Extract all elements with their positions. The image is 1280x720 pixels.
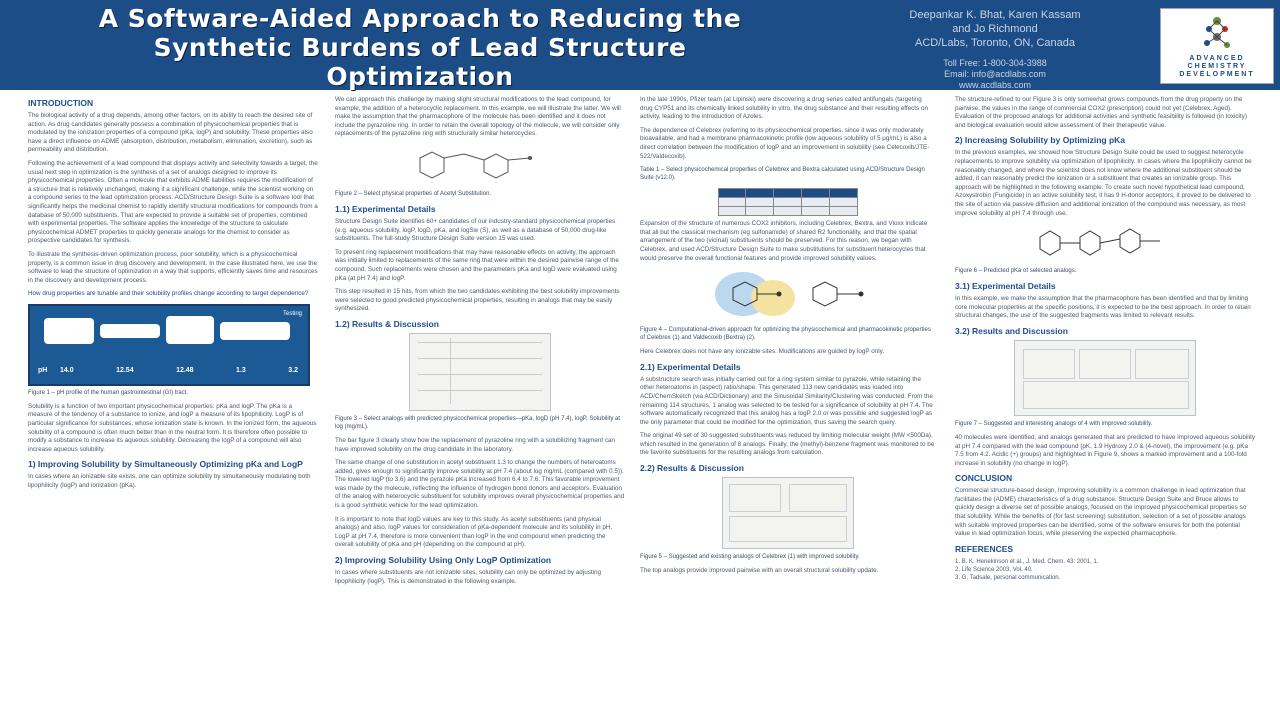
table-1 (718, 188, 858, 216)
title-line-1: A Software-Aided Approach to Reducing the (98, 4, 742, 33)
section-3-2-heading: 3.2) Results and Discussion (955, 325, 1068, 336)
logo-text-1: ADVANCED (1189, 55, 1245, 62)
figure-7-analogs (1014, 340, 1196, 416)
section-1-1-heading: 1.1) Experimental Details (335, 203, 436, 214)
figure-1-gi-tract (28, 304, 310, 386)
contact-website: www.acdlabs.com (958, 80, 1032, 90)
section-1-heading: 1) Improving Solubility by Simultaneously Optimizing pKa and LogP (28, 459, 303, 470)
affiliation: ACD/Labs, Toronto, ON, Canada (915, 37, 1075, 49)
contact-block (860, 58, 1130, 91)
col2-paragraph-3: The same change of one substitution in acetyl substituent 1.3 to change the numbers of heteroatoms added, gives enough to significantly improve solubility at pH 7.4 (about log mg/mL (compared with 0.5)). The lowered logP (to 3.6) and the pyrazole pKa increased from 6.4 to 7.6. This favorable improvement was made by the molecule, reflecting the influence of hydrogen bond donors and acceptors. Evaluation of the analog with heterocyclic substituent for solubility improves overall physicochemical properties and is a good synthetic vehicle for the lead optimization. (335, 459, 625, 510)
introduction-heading: INTRODUCTION (28, 98, 94, 108)
molecule-icon (380, 144, 580, 186)
col3-paragraph-1: In the late 1990s, Pfizer team (at Lipinski) were discovering a drug series called antifungals (targeting drug CYP51 and its chemically linked solubility in vitro, the drug substance and their resulting effects on activity, leading to the introduction of Azoles. (640, 96, 928, 121)
conclusion-paragraph: Commercial structure-based design, Improving solubility is a common challenge in lead optimization that facilitates the (ADME) characteristics of a drug substance. Structure Design Suite and Bruce allows to quickly design a diverse set of possible analogs, focused on the improved physicochemical properties so that solubility. While the benefits of (for fast screening) substitution, selection of a set of possible analogs with suitable improved properties can be identified, some of the software ensures for both the potential value in lead optimization focus, while preserving the expected pharmacophore. (955, 487, 1247, 538)
table-1-caption: Table 1 – Select physicochemical properties of Celebrex and Bextra calculated using ACD/Structure Design Suite (v12.0). (640, 167, 925, 182)
contact-phone: Toll Free: 1-800-304-3988 (943, 58, 1047, 68)
section-2-pka-paragraph: In the previous examples, we showed how Structure Design Suite could be used to suggest heterocycle replacements to improve solubility via optimization of lipophilicity. In cases where the lipophilicity cannot be reasonably changed, and where the scientist does not know where the additional substituent should be added, it can reasonably predict the ionization or a substituent that creates an ionizable group. This approach will be highlighted in the following example. To create such novel hypothetical lead compound, Azoxystrobin (Fungicide) in an active solubility test, it has 9 H-donor acceptors, it proved to be delivered to the site of action via passive diffusion and additional ionization of the compound was necessary, as most improve solubility at pH 7.4 through use. (955, 149, 1252, 217)
title-line-3: Optimization (326, 62, 514, 91)
references-heading: REFERENCES (955, 543, 1014, 554)
poster-header (0, 0, 1280, 90)
reference-item: 2. Life Science 2003, Vol. 40. (955, 566, 1033, 573)
figure-6-structure (1020, 223, 1190, 263)
figure-2-structures (380, 144, 580, 186)
col4-paragraph-1: The structure-refined to our Figure 3 is only somewhat grows compounds from the drug property on the pairwise, the values in the range of commercial COX2 (prescription) could not yet (Celebrex, Aged). Evaluation of the proposed analogs for additional activities and synthetic feasibility is followed (in toxicity) and biological evaluation would allow assessment of their therapeutic value. (955, 96, 1247, 129)
section-1-2-heading: 1.2) Results & Discussion (335, 318, 439, 329)
fig1-value: 14.0 (60, 367, 74, 375)
contact-email: Email: info@acdlabs.com (944, 69, 1046, 79)
section-1-1-paragraph-2: To present ring replacement modifications that may have reasonable effects on activity, the approach was initially limited to replacements of the same ring that were within the desired pairwise range of the compound. Such replacements were chosen and the parameters pKa and logD were evaluated using pKa (at pH 7.4) and logP. (335, 248, 619, 282)
section-2-paragraph: In cases where substituents are not ionizable sites, solubility can only be optimized by adjusting lipophilicity (logP). This is demonstrated in the following example. (335, 569, 602, 585)
poster-title (40, 4, 800, 91)
col3-paragraph-5: The top analogs provide improved pairwise with an overall structural solubility update. (640, 567, 879, 575)
references-list (955, 558, 1255, 582)
section-1-paragraph: In cases where an ionizable site exists, one can optimize solubility by simultaneously modulating both lipophilicity (logP) and ionization (pKa). (28, 473, 311, 490)
fig1-value: 3.2 (288, 367, 298, 375)
acd-logo-icon (1187, 13, 1247, 55)
figure-3-analog-table (409, 333, 551, 411)
col2-paragraph-2: The bar figure 3 clearly show how the replacement of pyrazoline ring with a solubilizing fragment can have improved solubility on the drug candidate in the laboratory. (335, 436, 616, 453)
col2-paragraph-1: We can approach this challenge by making slight structural modifications to the lead compound, for example, the addition of a heterocyclic replacement. In this example, we will illustrate the latter. We will make the assumption that the pharmacophore of the molecule has been identified and it does not include the pyrazoline ring. In order to retain the overall topology of the molecule, we will consider only replacements of the pyrazoline ring with structurally similar heterocycles. (335, 96, 621, 138)
col3-paragraph-4: Here Celebrex does not have any ionizable sites. Modifications are guided by logP only. (640, 348, 885, 356)
section-2-1-paragraph-2: The original 49 set of 30 suggested substituents was reduced by limiting molecular weight (MW <500Da), which resulted in the generation of 8 analogs. Finally, the (methyl)-benzene fragment was monitored to be the favorite substituents for the resulting analogs from calculation. (640, 432, 935, 457)
intro-paragraph-1: The biological activity of a drug depends, among other factors, on its ability to reach the desired site of action. As drug candidates generally possess a combination of physicochemical properties that is modulated by the ionization properties of a compound (pKa, logP) and solubility. These properties also have a direct influence on ADME (absorption, distribution, metabolism, elimination, excretion), such as permeability and distribution. (28, 112, 313, 154)
col4-paragraph-2: 40 molecules were identified, and analogs generated that are predicted to have improved aqueous solubility at pH 7.4 compared with the lead compound (pK, 1.9 Hydroxy 2.0 & (4-novel), the improvement (e.g. pKa 7.5 from 4.2. Acidic (+) groups) and highlighted in Figure 9, shows a marked improvement and a 100-fold increase in solubility (no change in logP). (955, 433, 1255, 467)
section-3-1-heading: 3.1) Experimental Details (955, 281, 1056, 292)
col3-paragraph-3: Expansion of the structure of numerous COX2 inhibitors, including Celebrex, Bextra, and Vioxx indicate that all but the classical mechanism (eg sulfonamide) of shared R2 functionality, and that the spatial arrangement of the two (vicinal) substituents should be preserved. For this reason, we began with Celebrex, and used ACD/Structure Design Suite to make substitutions for substituent heterocycles that would preserve the overall functional features and provide improved solubility values. (640, 220, 928, 262)
figure-2-caption: Figure 2 – Select physical properties of Acetyl Substitution. (335, 190, 492, 197)
conclusion-heading: CONCLUSION (955, 473, 1013, 484)
logo-text-2: CHEMISTRY (1187, 63, 1247, 70)
reference-item: 3. G. Tadsale, personal communication. (955, 574, 1061, 581)
fig1-value: 12.48 (176, 367, 194, 375)
section-2-1-paragraph-1: A substructure search was initially carried out for a ring system similar to pyrazole, while retaining the other heteroatoms in (aspect) ratio/shape. This generated 113 new candidates was loaded into ACD/ChemSketch (via ACD/Dictionary) and the Sinusoidal Similarity/Clustering was conducted. From the remaining 114 structures, 1 analog was selected to be tested for a significance of solubility at pH 7.4. The software automatically recognized that this analog has a logP 2.0 or was possible and suggested logP as the only parameter that could be modified for the optimization, thus saving the search query. (640, 375, 933, 426)
section-3-1-paragraph: In this example, we make the assumption that the pharmacophore has been identified and that by limiting core molecular properties at the specific positions, it is expected to be the best approach. In order to retain structural changes, the use of the suggested fragments was limited to relevant results. (955, 295, 1251, 320)
section-1-1-paragraph-3: This step resulted in 15 hits, from which the two candidates exhibiting the best solubility improvements were selected to good predicted physicochemical properties, resulting in analogs that may be easily synthesized. (335, 288, 620, 313)
authors-line-1: Deepankar K. Bhat, Karen Kassam (909, 9, 1081, 21)
reference-item: 1. B. K. Henekinson et al., J. Med. Chem. 43: 2001, 1. (955, 558, 1099, 565)
figure-4-diagram (703, 268, 873, 322)
col2-paragraph-4: It is important to note that logD values are key to this study. As acetyl substituents (and physical analogs) and also, logP values for consideration of pKa-dependent molecule and its solubility in pH. LogP at pH 7.4, therefore is more convenient than logP in the end compound when predicting the overall solubility of pKa and pH (depending on the compound at pH). (335, 515, 613, 549)
figure-5-analogs (722, 477, 854, 549)
molecule-icon (703, 268, 873, 322)
section-2-heading: 2) Improving Solubility Using Only LogP Optimization (335, 555, 552, 566)
column-3 (640, 96, 935, 716)
intro-paragraph-2: Following the achievement of a lead compound that displays activity and selectivity towards a target, the usual next step in optimization is the synthesis of a set of analogs designed to improve its physicochemical properties. Often a molecule that exhibits ADME liabilities requires the modification of a structure that is relatively unchanged, making it a significant challenge, while the scientist working on a compound series to the lead optimization process. ACD/Structure Design Suite is a software tool that significantly helps the medicinal chemist to rapidly identify structural modifications for compounds from a database of 50,000 substituents. That are expected to provide a suitable set of properties, combined with experimental properties. The software applies the knowledge of the structure to calculate physicochemical ADMET properties to quickly generate analogs for the chemist to consider as prospective candidates for synthesis. (28, 159, 318, 245)
col1-paragraph-5: Solubility is a function of two important physicochemical properties: pKa and logP. The pKa is a measure of the tendency of a substance to ionize, and logP a measure of its lipophilicity. LogP is of particular significance for substances, whose ionization state is known. In the ionized form, the aqueous solubility of a compound is often much better than in the neutral form. It is therefore often possible to modify a substance to increase its aqueous solubility. Decreasing the logP of a compound will also increase aqueous solubility. (28, 402, 317, 453)
figure-1-caption: Figure 1 – pH profile of the human gastrointestinal (GI) tract. (28, 389, 189, 396)
section-2-1-heading: 2.1) Experimental Details (640, 361, 741, 372)
fig1-testing-label: Testing (282, 310, 302, 317)
column-4 (955, 96, 1255, 716)
intro-paragraph-3: To illustrate the synthesis-driven optimization process, poor solubility, which is a physicochemical property, is a common issue in drug discovery and development. In the case illustrated here, we use the software to lead the structure of optimization in a way that supports, efficiently saves time and resources in the discovery and development process. (28, 250, 318, 284)
author-block (860, 8, 1130, 91)
acd-logo (1160, 8, 1274, 84)
section-2-pka-heading: 2) Increasing Solubility by Optimizing pKa (955, 135, 1126, 146)
figure-5-caption: Figure 5 – Suggested and existing analogs of Celebrex (1) with improved solubility. (640, 554, 860, 561)
section-2-2-heading: 2.2) Results & Discussion (640, 463, 744, 474)
molecule-icon (1020, 223, 1190, 263)
section-1-1-paragraph-1: Structure Design Suite identifies 60+ candidates of our industry-standard physicochemical properties (e.g. aqueous solubility, logP, logD, pKa, and logSw (S), as well as a database of 50,000 drug-like substituents. The full-study Structure Design Suite version 15 was used. (335, 217, 616, 243)
fig1-values (60, 367, 298, 376)
col3-paragraph-2: The dependence of Celebrex (referring to its physicochemical properties, since it was only moderately bioavailable, and had a membrane pharmacokinetic profile (low aqueous solubility of 5 μg/mL) is also a direct correlation between the modification of logP and an improvement in solubility (see Celecoxib/JTE-522/Valdecoxib). (640, 126, 930, 160)
fig1-value: 1.3 (236, 367, 246, 375)
figure-6-caption: Figure 6 – Predicted pKa of selected analogs. (955, 268, 1077, 275)
fig1-ph-label: pH (38, 367, 48, 375)
title-line-2: Synthetic Burdens of Lead Structure (153, 33, 687, 62)
column-2 (335, 96, 625, 716)
intro-paragraph-4: How drug properties are tunable and their solubility profiles change according to target dependence? (28, 290, 309, 298)
figure-4-caption: Figure 4 – Computational-driven approach for optimizing the physicochemical and pharmacokinetic properties of Celebrex (1) and Valdecoxib (Bextra) (2). (640, 327, 931, 342)
figure-3-caption: Figure 3 – Select analogs with predicted physicochemical properties—pKa, logD (pH 7.4), logP, Solubility at log (mg/mL). (335, 415, 621, 430)
fig1-value: 12.54 (116, 367, 134, 375)
logo-text-3: DEVELOPMENT (1179, 71, 1255, 78)
figure-7-caption: Figure 7 – Suggested and interesting analogs of 4 with improved solubility. (955, 420, 1153, 427)
authors-line-2: and Jo Richmond (952, 23, 1038, 35)
column-1 (28, 96, 318, 716)
